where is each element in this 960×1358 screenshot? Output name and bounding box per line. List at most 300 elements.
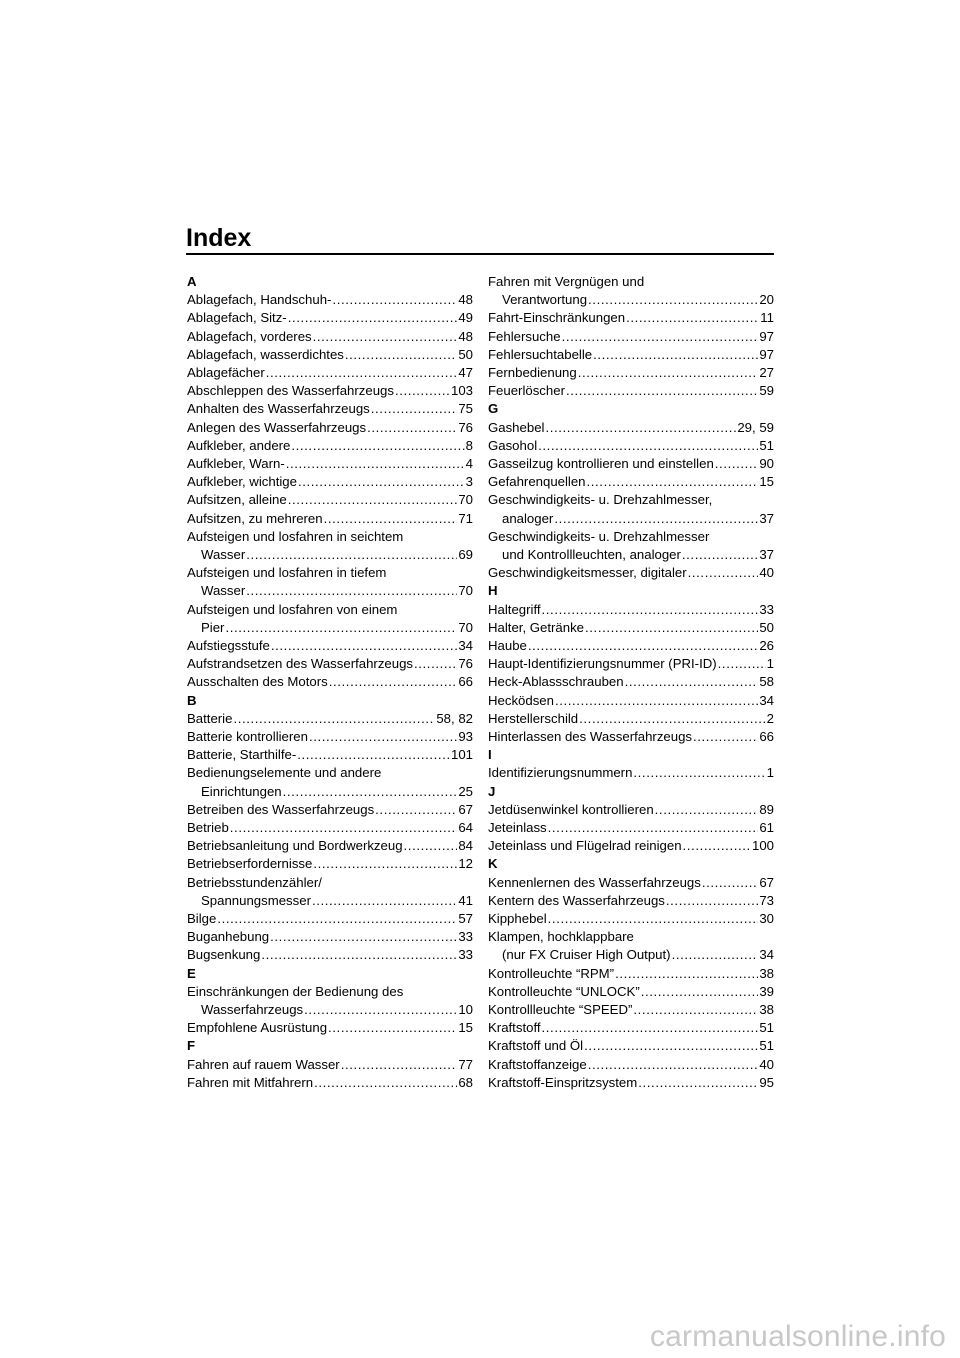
index-leader-dots xyxy=(404,837,458,855)
index-entry-page: 34 xyxy=(759,692,774,708)
index-entry-page: 2 xyxy=(766,710,774,726)
index-entry-page: 59 xyxy=(759,383,774,399)
index-leader-dots xyxy=(414,655,457,673)
index-entry-term: Aufkleber, Warn- xyxy=(187,456,285,472)
index-entry-term: Gasohol xyxy=(488,437,538,453)
index-leader-dots xyxy=(579,710,766,728)
index-entry-page: 101 xyxy=(450,747,473,763)
index-entry-page: 11 xyxy=(760,310,774,326)
index-entry-page: 1 xyxy=(766,656,774,672)
index-entry-term: Ablagefächer xyxy=(187,365,265,380)
index-entry-term: Aufstrandsetzen des Wasserfahrzeugs xyxy=(187,656,414,672)
index-leader-dots xyxy=(298,473,465,491)
index-entry-term: Ablagefach, Sitz- xyxy=(187,310,287,326)
index-entry xyxy=(187,309,473,327)
index-leader-dots xyxy=(266,364,458,382)
index-entry-page: 70 xyxy=(458,492,473,508)
index-leader-dots xyxy=(672,946,759,964)
index-leader-dots xyxy=(554,510,758,528)
index-entry-page: 57 xyxy=(458,911,473,927)
index-entry-term: Kontrollleuchte “SPEED” xyxy=(488,1002,633,1018)
index-entry-term: (nur FX Cruiser High Output) xyxy=(502,947,671,963)
index-leader-dots xyxy=(313,855,457,873)
index-entry xyxy=(187,855,473,873)
index-entry xyxy=(187,1056,473,1074)
index-entry xyxy=(488,837,774,855)
index-leader-dots xyxy=(329,673,458,691)
index-letter-heading: A xyxy=(187,274,197,289)
index-entry-term: Kontrolleuchte “UNLOCK” xyxy=(488,983,640,999)
index-entry-term: Haupt-Identifizierungsnummer (PRI-ID) xyxy=(488,656,717,672)
index-entry-term: Ablagefach, vorderes xyxy=(187,328,312,344)
index-leader-dots xyxy=(545,419,736,437)
index-leader-dots xyxy=(288,491,458,509)
index-entry-page: 50 xyxy=(458,346,473,362)
index-leader-dots xyxy=(246,546,457,564)
index-entry xyxy=(187,946,473,964)
index-letter-heading: J xyxy=(488,783,496,799)
index-entry-term: Aufstiegsstufe xyxy=(187,638,270,654)
index-entry xyxy=(488,437,774,455)
index-entry-page: 84 xyxy=(458,838,473,854)
index-entry xyxy=(187,746,473,764)
index-entry-line: Aufsteigen und losfahren in seichtem xyxy=(187,528,404,544)
index-entry-page: 70 xyxy=(458,619,473,635)
index-entry-page: 1 xyxy=(766,765,774,781)
index-leader-dots xyxy=(562,328,759,346)
index-entry-page: 20 xyxy=(759,292,774,308)
index-entry xyxy=(488,364,774,382)
index-entry xyxy=(488,328,774,346)
index-entry-page: 33 xyxy=(458,947,473,963)
index-leader-dots xyxy=(312,892,457,910)
index-entry-term: Gasseilzug kontrollieren und einstellen xyxy=(488,456,714,472)
index-entry-page: 48 xyxy=(458,328,473,344)
index-entry xyxy=(187,801,473,819)
index-entry-page: 51 xyxy=(759,1020,774,1036)
index-entry xyxy=(187,928,473,946)
index-entry xyxy=(187,1074,473,1092)
index-entry-page: 15 xyxy=(759,474,774,490)
index-entry xyxy=(488,801,774,819)
index-entry-page: 70 xyxy=(458,583,473,599)
index-entry-page: 67 xyxy=(759,874,774,890)
index-entry-term: Kraftstoff und Öl xyxy=(488,1038,584,1054)
index-leader-dots xyxy=(332,291,457,309)
index-leader-dots xyxy=(261,946,457,964)
index-entry-term: Jeteinlass und Flügelrad reinigen xyxy=(488,838,682,854)
index-entry-page: 26 xyxy=(759,638,774,654)
index-entry-line: Bedienungselemente und andere xyxy=(187,765,382,781)
index-entry-term: Kontrolleuchte “RPM” xyxy=(488,965,615,981)
index-entry-page: 66 xyxy=(759,729,774,745)
index-entry-page: 33 xyxy=(759,601,774,617)
index-entry xyxy=(488,874,774,892)
index-letter-heading: G xyxy=(488,401,499,417)
index-entry-page: 48 xyxy=(458,292,473,308)
index-entry-term: Kraftstoffanzeige xyxy=(488,1056,587,1072)
index-leader-dots xyxy=(688,564,759,582)
index-entry xyxy=(187,419,473,437)
index-leader-dots xyxy=(566,382,758,400)
index-entry xyxy=(187,637,473,655)
index-entry-term: Haube xyxy=(488,638,527,654)
index-entry-term: Fehlersuche xyxy=(488,328,561,344)
index-entry-term: Aufsitzen, alleine xyxy=(187,492,287,508)
index-leader-dots xyxy=(345,346,457,364)
index-leader-dots xyxy=(217,910,457,928)
index-entry-term: Wasserfahrzeugs xyxy=(201,1002,304,1018)
index-leader-dots xyxy=(542,601,759,619)
index-entry-term: Fernbedienung xyxy=(488,365,577,381)
index-leader-dots xyxy=(283,783,458,801)
index-entry-term: Hecködsen xyxy=(488,692,554,708)
index-leader-dots xyxy=(286,455,465,473)
index-entry-line: Klampen, hochklappbare xyxy=(488,929,634,945)
index-leader-dots xyxy=(666,892,758,910)
index-entry-page: 34 xyxy=(759,947,774,963)
index-entry xyxy=(488,291,774,309)
index-entry-term: Fahren mit Mitfahrern xyxy=(187,1074,314,1090)
index-entry-page: 25 xyxy=(458,783,473,799)
index-column-right xyxy=(488,273,774,1092)
index-entry-term: Hinterlassen des Wasserfahrzeugs xyxy=(488,729,693,745)
page-title: Index xyxy=(186,224,252,252)
index-leader-dots xyxy=(542,1019,759,1037)
index-entry-page: 89 xyxy=(759,801,774,817)
index-entry-page: 69 xyxy=(458,547,473,563)
index-entry xyxy=(187,655,473,673)
index-entry-term: Anhalten des Wasserfahrzeugs xyxy=(187,401,370,417)
index-entry-page: 38 xyxy=(759,1002,774,1018)
index-letter-heading: H xyxy=(488,583,498,599)
index-entry xyxy=(187,328,473,346)
index-entry xyxy=(488,710,774,728)
index-entry-term: Ausschalten des Motors xyxy=(187,674,328,690)
index-leader-dots xyxy=(395,382,450,400)
index-leader-dots xyxy=(638,1074,758,1092)
index-entry-line: Aufsteigen und losfahren von einem xyxy=(187,601,398,617)
index-entry-line: Fahren mit Vergnügen und xyxy=(488,274,645,289)
index-leader-dots xyxy=(641,983,759,1001)
index-leader-dots xyxy=(270,928,457,946)
index-leader-dots xyxy=(578,364,759,382)
index-entry-page: 76 xyxy=(458,656,473,672)
index-entry-term: Bilge xyxy=(187,911,217,927)
index-entry-page: 40 xyxy=(759,565,774,581)
index-entry-page: 58, 82 xyxy=(436,710,473,726)
index-leader-dots xyxy=(328,1019,457,1037)
index-entry xyxy=(187,364,473,382)
index-entry-term: Wasser xyxy=(201,583,246,599)
index-entry-line: Geschwindigkeits- u. Drehzahlmesser xyxy=(488,528,710,544)
index-entry xyxy=(488,619,774,637)
index-leader-dots xyxy=(588,291,758,309)
index-entry xyxy=(488,546,774,564)
index-entry-term: Fehlersuchtabelle xyxy=(488,346,593,362)
index-entry-term: analoger xyxy=(502,510,554,526)
index-entry xyxy=(488,819,774,837)
index-entry-page: 8 xyxy=(465,437,473,453)
index-leader-dots xyxy=(288,309,458,327)
index-leader-dots xyxy=(538,437,758,455)
index-entry-term: Ablagefach, wasserdichtes xyxy=(187,346,344,362)
index-entry-term: Kraftstoff xyxy=(488,1020,541,1036)
index-entry xyxy=(187,473,473,491)
index-leader-dots xyxy=(682,546,758,564)
index-leader-dots xyxy=(715,455,759,473)
index-leader-dots xyxy=(528,637,758,655)
index-entry-line: Aufsteigen und losfahren in tiefem xyxy=(187,565,387,581)
index-entry xyxy=(187,291,473,309)
index-entry xyxy=(187,837,473,855)
index-entry xyxy=(187,437,473,455)
index-leader-dots xyxy=(683,837,751,855)
index-entry-line: Einschränkungen der Bedienung des xyxy=(187,983,404,999)
index-entry-page: 38 xyxy=(759,965,774,981)
index-entry xyxy=(488,764,774,782)
index-entry xyxy=(488,382,774,400)
index-entry xyxy=(488,910,774,928)
index-leader-dots xyxy=(615,965,758,983)
index-entry-page: 50 xyxy=(759,619,774,635)
index-leader-dots xyxy=(593,346,758,364)
index-entry xyxy=(488,655,774,673)
index-entry-page: 12 xyxy=(458,856,473,872)
index-entry xyxy=(488,510,774,528)
index-entry-term: Empfohlene Ausrüstung xyxy=(187,1020,328,1036)
index-leader-dots xyxy=(314,1074,457,1092)
index-entry xyxy=(488,692,774,710)
index-entry-term: und Kontrollleuchten, analoger xyxy=(502,547,681,563)
index-entry xyxy=(187,819,473,837)
index-entry-term: Betriebsanleitung und Bordwerkzeug xyxy=(187,838,403,854)
index-leader-dots xyxy=(655,801,759,819)
index-entry xyxy=(488,673,774,691)
index-column-left xyxy=(187,273,473,1092)
index-entry-term: Einrichtungen xyxy=(201,783,282,799)
index-entry xyxy=(488,946,774,964)
index-entry-page: 76 xyxy=(458,419,473,435)
index-entry-term: Kipphebel xyxy=(488,911,547,927)
index-leader-dots xyxy=(555,692,758,710)
index-entry-term: Wasser xyxy=(201,547,246,563)
index-entry xyxy=(488,1056,774,1074)
index-entry-page: 30 xyxy=(759,911,774,927)
index-leader-dots xyxy=(633,764,765,782)
index-entry-page: 15 xyxy=(458,1020,473,1036)
index-entry xyxy=(187,728,473,746)
index-entry-page: 49 xyxy=(458,310,473,326)
index-entry-page: 103 xyxy=(450,383,473,399)
index-entry-line: Betriebsstundenzähler/ xyxy=(187,874,322,890)
index-leader-dots xyxy=(297,746,450,764)
index-leader-dots xyxy=(693,728,758,746)
index-letter-heading: I xyxy=(488,747,492,763)
index-entry-page: 51 xyxy=(759,437,774,453)
index-leader-dots xyxy=(375,801,457,819)
index-letter-heading: F xyxy=(187,1038,196,1054)
index-entry-term: Fahrt-Einschränkungen xyxy=(488,310,626,326)
index-leader-dots xyxy=(367,419,457,437)
index-entry xyxy=(187,346,473,364)
index-entry-term: Batterie xyxy=(187,710,233,726)
index-entry-term: Geschwindigkeitsmesser, digitaler xyxy=(488,565,687,581)
index-entry xyxy=(187,910,473,928)
index-entry-page: 34 xyxy=(458,638,473,654)
index-entry xyxy=(187,673,473,691)
index-entry-term: Haltegriff xyxy=(488,601,541,617)
index-entry-term: Identifizierungsnummern xyxy=(488,765,633,781)
index-entry-page: 58 xyxy=(759,674,774,690)
index-entry-term: Abschleppen des Wasserfahrzeugs xyxy=(187,383,394,399)
index-entry xyxy=(488,983,774,1001)
index-leader-dots xyxy=(587,473,759,491)
index-entry-term: Betrieb xyxy=(187,820,229,836)
index-entry-page: 3 xyxy=(465,474,473,490)
index-entry-term: Gashebel xyxy=(488,419,545,435)
index-entry-page: 71 xyxy=(458,510,473,526)
index-entry-page: 90 xyxy=(759,456,774,472)
index-entry xyxy=(488,473,774,491)
index-entry-term: Ablagefach, Handschuh- xyxy=(187,292,332,308)
index-entry-page: 4 xyxy=(465,456,473,472)
index-entry-term: Aufkleber, andere xyxy=(187,437,291,453)
index-entry-term: Batterie kontrollieren xyxy=(187,729,308,745)
index-entry-page: 95 xyxy=(759,1074,774,1090)
index-entry xyxy=(187,491,473,509)
index-entry-page: 97 xyxy=(759,346,774,362)
index-entry xyxy=(488,601,774,619)
index-entry xyxy=(488,309,774,327)
index-entry xyxy=(488,1037,774,1055)
index-entry-page: 61 xyxy=(759,820,774,836)
index-entry-term: Jetdüsenwinkel kontrollieren xyxy=(488,801,654,817)
index-leader-dots xyxy=(230,819,458,837)
index-leader-dots xyxy=(585,619,758,637)
index-entry-page: 41 xyxy=(458,892,473,908)
index-entry xyxy=(187,1001,473,1019)
index-entry xyxy=(187,619,473,637)
index-entry-term: Halter, Getränke xyxy=(488,619,585,635)
index-entry-page: 27 xyxy=(759,365,774,381)
index-entry-page: 39 xyxy=(759,983,774,999)
index-leader-dots xyxy=(271,637,457,655)
index-leader-dots xyxy=(246,582,457,600)
index-leader-dots xyxy=(313,328,458,346)
index-entry-page: 77 xyxy=(458,1056,473,1072)
index-entry-page: 29, 59 xyxy=(737,419,774,435)
index-entry xyxy=(488,892,774,910)
index-entry-term: Gefahrenquellen xyxy=(488,474,586,490)
index-entry-term: Aufkleber, wichtige xyxy=(187,474,297,490)
index-entry-term: Betreiben des Wasserfahrzeugs xyxy=(187,801,375,817)
index-entry-page: 64 xyxy=(458,820,473,836)
index-entry-term: Feuerlöscher xyxy=(488,383,565,399)
index-entry xyxy=(187,892,473,910)
index-leader-dots xyxy=(225,619,457,637)
index-entry-line: Geschwindigkeits- u. Drehzahlmesser, xyxy=(488,492,713,508)
index-letter-heading: K xyxy=(488,856,498,872)
index-entry-term: Anlegen des Wasserfahrzeugs xyxy=(187,419,367,435)
index-entry xyxy=(488,419,774,437)
index-entry xyxy=(187,710,473,728)
index-entry-term: Fahren auf rauem Wasser xyxy=(187,1056,340,1072)
index-entry xyxy=(187,582,473,600)
index-entry-page: 37 xyxy=(759,547,774,563)
index-leader-dots xyxy=(548,910,759,928)
watermark-text: carmanualsonline.info xyxy=(649,1320,946,1353)
index-entry-page: 40 xyxy=(759,1056,774,1072)
index-leader-dots xyxy=(718,655,766,673)
index-entry-page: 66 xyxy=(458,674,473,690)
index-leader-dots xyxy=(291,437,464,455)
index-entry-page: 97 xyxy=(759,328,774,344)
index-entry xyxy=(187,455,473,473)
index-leader-dots xyxy=(304,1001,457,1019)
index-leader-dots xyxy=(584,1037,758,1055)
index-leader-dots xyxy=(309,728,457,746)
index-entry xyxy=(488,637,774,655)
index-entry-page: 10 xyxy=(458,1002,473,1018)
index-entry-page: 93 xyxy=(458,729,473,745)
index-entry-term: Buganhebung xyxy=(187,929,270,945)
index-entry-term: Batterie, Starthilfe- xyxy=(187,747,297,763)
index-entry-term: Bugsenkung xyxy=(187,947,261,963)
index-entry xyxy=(187,783,473,801)
index-leader-dots xyxy=(625,673,759,691)
index-letter-heading: B xyxy=(187,692,197,708)
index-entry-term: Jeteinlass xyxy=(488,820,547,836)
index-entry xyxy=(488,1074,774,1092)
index-entry-term: Kennenlernen des Wasserfahrzeugs xyxy=(488,874,701,890)
index-entry-page: 51 xyxy=(759,1038,774,1054)
index-entry-term: Heck-Ablassschrauben xyxy=(488,674,624,690)
index-entry xyxy=(187,546,473,564)
index-entry xyxy=(488,1019,774,1037)
index-leader-dots xyxy=(633,1001,758,1019)
index-leader-dots xyxy=(371,400,458,418)
index-entry xyxy=(187,510,473,528)
index-entry xyxy=(488,455,774,473)
index-entry xyxy=(187,1019,473,1037)
index-entry-page: 47 xyxy=(458,365,473,380)
index-entry-page: 100 xyxy=(751,838,774,854)
index-leader-dots xyxy=(341,1056,458,1074)
index-letter-heading: E xyxy=(187,965,196,981)
index-entry xyxy=(488,728,774,746)
index-entry xyxy=(488,965,774,983)
index-entry xyxy=(488,564,774,582)
index-leader-dots xyxy=(324,510,458,528)
index-entry-term: Betriebserfordernisse xyxy=(187,856,313,872)
index-entry-page: 73 xyxy=(759,892,774,908)
index-entry-term: Herstellerschild xyxy=(488,710,579,726)
index-entry-term: Verantwortung xyxy=(502,292,588,308)
title-rule xyxy=(186,253,774,255)
index-entry-page: 68 xyxy=(458,1074,473,1090)
index-entry-term: Aufsitzen, zu mehreren xyxy=(187,510,323,526)
index-leader-dots xyxy=(233,710,435,728)
index-entry-page: 67 xyxy=(458,801,473,817)
index-entry xyxy=(488,346,774,364)
index-leader-dots xyxy=(588,1056,759,1074)
index-entry-page: 75 xyxy=(458,401,473,417)
index-leader-dots xyxy=(626,309,759,327)
index-entry-term: Spannungsmesser xyxy=(201,892,311,908)
index-entry-term: Kraftstoff-Einspritzsystem xyxy=(488,1074,638,1090)
index-entry-term: Pier xyxy=(201,619,225,635)
